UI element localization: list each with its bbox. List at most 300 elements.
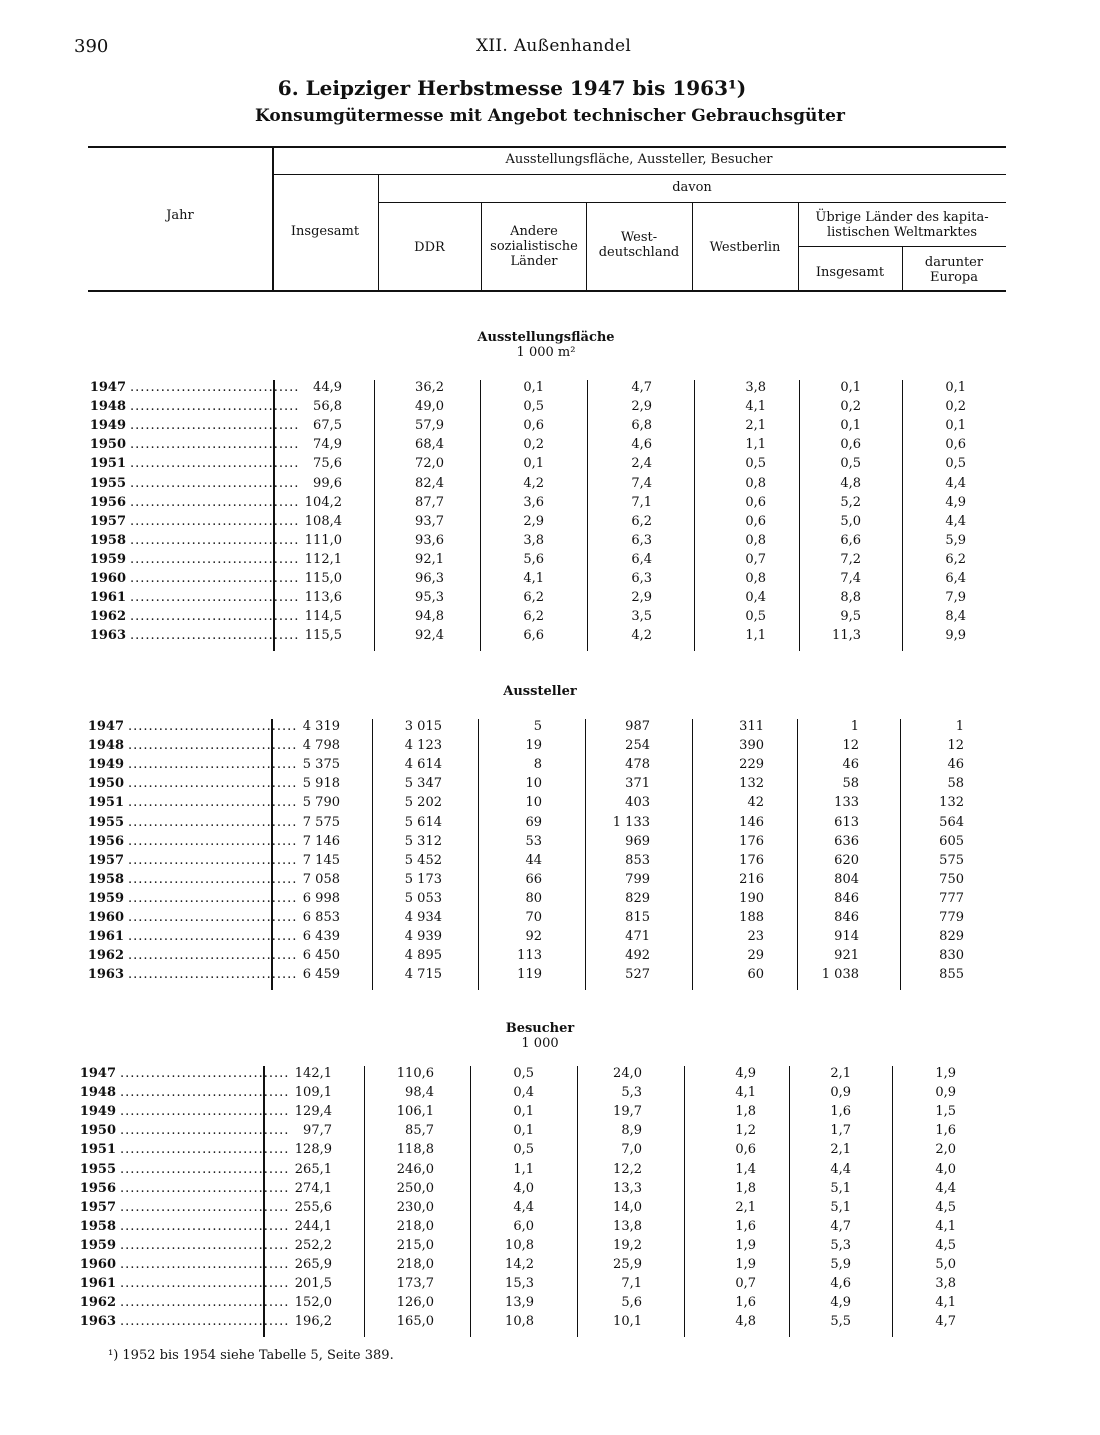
value-cell: 92 bbox=[525, 929, 542, 944]
value-cell: 2,0 bbox=[935, 1142, 956, 1157]
value-cell: 0,9 bbox=[830, 1085, 851, 1100]
year-cell: 1956 bbox=[89, 495, 126, 510]
value-cell: 3,8 bbox=[523, 533, 544, 548]
header-insgesamt: Insgesamt bbox=[290, 224, 360, 239]
leader-dots: ................................. bbox=[130, 590, 300, 605]
value-cell: 252,2 bbox=[294, 1238, 332, 1253]
value-cell: 0,2 bbox=[523, 437, 544, 452]
value-cell: 0,1 bbox=[840, 418, 861, 433]
value-cell: 9,5 bbox=[840, 609, 861, 624]
value-cell: 636 bbox=[834, 834, 859, 849]
year-cell: 1958 bbox=[79, 1219, 116, 1234]
section-title-text: Aussteller bbox=[503, 684, 577, 699]
value-cell: 1,6 bbox=[735, 1219, 756, 1234]
value-cell: 2,9 bbox=[631, 399, 652, 414]
value-cell: 4 895 bbox=[404, 948, 442, 963]
value-cell: 2,4 bbox=[631, 456, 652, 471]
value-cell: 527 bbox=[625, 967, 650, 982]
value-cell: 113 bbox=[517, 948, 542, 963]
section-unit-text: 1 000 bbox=[521, 1036, 559, 1051]
value-cell: 190 bbox=[739, 891, 764, 906]
value-cell: 118,8 bbox=[396, 1142, 434, 1157]
value-cell: 8 bbox=[533, 757, 542, 772]
value-cell: 3,5 bbox=[631, 609, 652, 624]
value-cell: 0,2 bbox=[945, 399, 966, 414]
value-cell: 0,1 bbox=[513, 1104, 534, 1119]
leader-dots: ................................. bbox=[128, 757, 298, 772]
table-row bbox=[84, 776, 1004, 795]
value-cell: 1,9 bbox=[735, 1238, 756, 1253]
year-cell: 1961 bbox=[87, 929, 124, 944]
value-cell: 92,1 bbox=[415, 552, 444, 567]
value-cell: 4,0 bbox=[513, 1181, 534, 1196]
table-row bbox=[86, 609, 1006, 628]
value-cell: 1,6 bbox=[735, 1295, 756, 1310]
value-cell: 5,9 bbox=[945, 533, 966, 548]
leader-dots: ................................. bbox=[120, 1219, 290, 1234]
table-row bbox=[76, 1142, 996, 1161]
value-cell: 987 bbox=[625, 719, 650, 734]
header-divider-andere bbox=[586, 202, 587, 290]
value-cell: 3,6 bbox=[523, 495, 544, 510]
value-cell: 5 bbox=[533, 719, 542, 734]
table-row bbox=[86, 437, 1006, 456]
table-row bbox=[84, 929, 1004, 948]
value-cell: 4,1 bbox=[935, 1295, 956, 1310]
leader-dots: ................................. bbox=[130, 437, 300, 452]
value-cell: 829 bbox=[939, 929, 964, 944]
header-westberlin: Westberlin bbox=[709, 240, 781, 255]
section-unit-text: 1 000 m² bbox=[516, 345, 576, 360]
value-cell: 173,7 bbox=[396, 1276, 434, 1291]
table-row bbox=[86, 533, 1006, 552]
value-cell: 56,8 bbox=[313, 399, 342, 414]
table-row bbox=[76, 1219, 996, 1238]
value-cell: 7 058 bbox=[302, 872, 340, 887]
value-cell: 5,0 bbox=[935, 1257, 956, 1272]
table-row bbox=[84, 815, 1004, 834]
header-divider-jahr bbox=[272, 146, 274, 290]
table-row bbox=[84, 967, 1004, 986]
value-cell: 846 bbox=[834, 910, 859, 925]
leader-dots: ................................. bbox=[130, 571, 300, 586]
value-cell: 4,1 bbox=[935, 1219, 956, 1234]
value-cell: 104,2 bbox=[304, 495, 342, 510]
value-cell: 620 bbox=[834, 853, 859, 868]
value-cell: 6,8 bbox=[631, 418, 652, 433]
header-bottom-rule bbox=[88, 290, 1006, 292]
leader-dots: ................................. bbox=[128, 795, 298, 810]
table-row bbox=[86, 628, 1006, 647]
table-row bbox=[76, 1123, 996, 1142]
table-row bbox=[84, 891, 1004, 910]
value-cell: 8,8 bbox=[840, 590, 861, 605]
table-row bbox=[76, 1200, 996, 1219]
value-cell: 0,7 bbox=[745, 552, 766, 567]
year-cell: 1957 bbox=[87, 853, 124, 868]
header-jahr: Jahr bbox=[166, 208, 194, 223]
leader-dots: ................................. bbox=[130, 418, 300, 433]
table-row bbox=[86, 552, 1006, 571]
value-cell: 132 bbox=[739, 776, 764, 791]
value-cell: 1,7 bbox=[830, 1123, 851, 1138]
value-cell: 7,4 bbox=[631, 476, 652, 491]
value-cell: 855 bbox=[939, 967, 964, 982]
leader-dots: ................................. bbox=[128, 853, 298, 868]
year-cell: 1959 bbox=[87, 891, 124, 906]
data-block-besucher bbox=[76, 1066, 996, 1338]
value-cell: 914 bbox=[834, 929, 859, 944]
value-cell: 82,4 bbox=[415, 476, 444, 491]
value-cell: 969 bbox=[625, 834, 650, 849]
value-cell: 115,5 bbox=[304, 628, 342, 643]
value-cell: 11,3 bbox=[832, 628, 861, 643]
section-title-text: Besucher bbox=[505, 1021, 575, 1036]
leader-dots: ................................. bbox=[128, 834, 298, 849]
value-cell: 0,5 bbox=[745, 609, 766, 624]
value-cell: 4,9 bbox=[945, 495, 966, 510]
value-cell: 6,6 bbox=[840, 533, 861, 548]
value-cell: 10,8 bbox=[505, 1314, 534, 1329]
value-cell: 4,5 bbox=[935, 1238, 956, 1253]
value-cell: 2,9 bbox=[631, 590, 652, 605]
value-cell: 4,7 bbox=[631, 380, 652, 395]
leader-dots: ................................. bbox=[128, 967, 298, 982]
value-cell: 4,1 bbox=[735, 1085, 756, 1100]
value-cell: 5 790 bbox=[302, 795, 340, 810]
value-cell: 70 bbox=[525, 910, 542, 925]
value-cell: 106,1 bbox=[396, 1104, 434, 1119]
table-row bbox=[84, 834, 1004, 853]
table-subtitle: Konsumgütermesse mit Angebot technischer Gebrauchsgüter bbox=[255, 106, 845, 126]
value-cell: 7,1 bbox=[621, 1276, 642, 1291]
value-cell: 46 bbox=[842, 757, 859, 772]
year-cell: 1960 bbox=[89, 571, 126, 586]
year-cell: 1963 bbox=[89, 628, 126, 643]
value-cell: 4 319 bbox=[302, 719, 340, 734]
leader-dots: ................................. bbox=[128, 929, 298, 944]
value-cell: 3,8 bbox=[745, 380, 766, 395]
value-cell: 0,4 bbox=[745, 590, 766, 605]
value-cell: 7,2 bbox=[840, 552, 861, 567]
value-cell: 93,7 bbox=[415, 514, 444, 529]
value-cell: 5 918 bbox=[302, 776, 340, 791]
year-cell: 1947 bbox=[89, 380, 126, 395]
value-cell: 274,1 bbox=[294, 1181, 332, 1196]
year-cell: 1948 bbox=[87, 738, 124, 753]
table-row bbox=[76, 1181, 996, 1200]
value-cell: 0,8 bbox=[745, 571, 766, 586]
value-cell: 478 bbox=[625, 757, 650, 772]
value-cell: 126,0 bbox=[396, 1295, 434, 1310]
leader-dots: ................................. bbox=[120, 1276, 290, 1291]
year-cell: 1961 bbox=[89, 590, 126, 605]
section-title-ausstellungsflaeche bbox=[446, 330, 646, 360]
value-cell: 5,2 bbox=[840, 495, 861, 510]
value-cell: 108,4 bbox=[304, 514, 342, 529]
header-andere: Andere sozialistische Länder bbox=[490, 224, 578, 269]
value-cell: 58 bbox=[947, 776, 964, 791]
value-cell: 0,1 bbox=[523, 380, 544, 395]
value-cell: 5,5 bbox=[830, 1314, 851, 1329]
value-cell: 0,7 bbox=[735, 1276, 756, 1291]
leader-dots: ................................. bbox=[130, 533, 300, 548]
value-cell: 72,0 bbox=[415, 456, 444, 471]
table-row bbox=[86, 514, 1006, 533]
value-cell: 0,5 bbox=[840, 456, 861, 471]
header-ddr: DDR bbox=[414, 240, 445, 255]
value-cell: 0,1 bbox=[523, 456, 544, 471]
table-row bbox=[86, 476, 1006, 495]
value-cell: 1 bbox=[955, 719, 964, 734]
value-cell: 5,9 bbox=[830, 1257, 851, 1272]
year-cell: 1949 bbox=[87, 757, 124, 772]
value-cell: 6 439 bbox=[302, 929, 340, 944]
value-cell: 5,1 bbox=[830, 1200, 851, 1215]
value-cell: 777 bbox=[939, 891, 964, 906]
value-cell: 0,5 bbox=[523, 399, 544, 414]
value-cell: 98,4 bbox=[405, 1085, 434, 1100]
year-cell: 1949 bbox=[79, 1104, 116, 1119]
value-cell: 12 bbox=[947, 738, 964, 753]
value-cell: 564 bbox=[939, 815, 964, 830]
value-cell: 0,1 bbox=[945, 380, 966, 395]
year-cell: 1960 bbox=[79, 1257, 116, 1272]
value-cell: 0,1 bbox=[513, 1123, 534, 1138]
value-cell: 6,4 bbox=[631, 552, 652, 567]
value-cell: 4,0 bbox=[935, 1162, 956, 1177]
year-cell: 1963 bbox=[79, 1314, 116, 1329]
value-cell: 12 bbox=[842, 738, 859, 753]
value-cell: 5 053 bbox=[404, 891, 442, 906]
value-cell: 68,4 bbox=[415, 437, 444, 452]
leader-dots: ................................. bbox=[120, 1314, 290, 1329]
value-cell: 10,1 bbox=[613, 1314, 642, 1329]
value-cell: 830 bbox=[939, 948, 964, 963]
value-cell: 74,9 bbox=[313, 437, 342, 452]
table-row bbox=[76, 1238, 996, 1257]
year-cell: 1959 bbox=[79, 1238, 116, 1253]
data-block-ausstellungsflaeche bbox=[86, 380, 1006, 650]
value-cell: 36,2 bbox=[415, 380, 444, 395]
value-cell: 96,3 bbox=[415, 571, 444, 586]
value-cell: 152,0 bbox=[294, 1295, 332, 1310]
table-row bbox=[76, 1276, 996, 1295]
leader-dots: ................................. bbox=[120, 1066, 290, 1081]
value-cell: 4 939 bbox=[404, 929, 442, 944]
value-cell: 0,4 bbox=[513, 1085, 534, 1100]
value-cell: 4 614 bbox=[404, 757, 442, 772]
value-cell: 5 173 bbox=[404, 872, 442, 887]
leader-dots: ................................. bbox=[120, 1181, 290, 1196]
value-cell: 196,2 bbox=[294, 1314, 332, 1329]
value-cell: 4,2 bbox=[523, 476, 544, 491]
value-cell: 6,3 bbox=[631, 533, 652, 548]
value-cell: 6,2 bbox=[945, 552, 966, 567]
value-cell: 23 bbox=[747, 929, 764, 944]
page-number: 390 bbox=[74, 36, 109, 57]
value-cell: 6,2 bbox=[523, 609, 544, 624]
leader-dots: ................................. bbox=[130, 514, 300, 529]
table-row bbox=[86, 590, 1006, 609]
year-cell: 1956 bbox=[79, 1181, 116, 1196]
value-cell: 133 bbox=[834, 795, 859, 810]
table-row bbox=[76, 1314, 996, 1333]
value-cell: 5 312 bbox=[404, 834, 442, 849]
table-title: 6. Leipziger Herbstmesse 1947 bis 1963¹) bbox=[277, 76, 747, 100]
value-cell: 4,7 bbox=[935, 1314, 956, 1329]
value-cell: 0,6 bbox=[523, 418, 544, 433]
value-cell: 4,2 bbox=[631, 628, 652, 643]
year-cell: 1951 bbox=[87, 795, 124, 810]
value-cell: 0,5 bbox=[745, 456, 766, 471]
value-cell: 44 bbox=[525, 853, 542, 868]
value-cell: 815 bbox=[625, 910, 650, 925]
year-cell: 1958 bbox=[89, 533, 126, 548]
value-cell: 142,1 bbox=[294, 1066, 332, 1081]
value-cell: 4 934 bbox=[404, 910, 442, 925]
value-cell: 1,6 bbox=[935, 1123, 956, 1138]
value-cell: 3 015 bbox=[404, 719, 442, 734]
value-cell: 2,1 bbox=[830, 1142, 851, 1157]
year-cell: 1947 bbox=[87, 719, 124, 734]
value-cell: 115,0 bbox=[304, 571, 342, 586]
year-cell: 1950 bbox=[89, 437, 126, 452]
value-cell: 0,1 bbox=[840, 380, 861, 395]
value-cell: 58 bbox=[842, 776, 859, 791]
value-cell: 129,4 bbox=[294, 1104, 332, 1119]
header-uebrige-insgesamt: Insgesamt bbox=[815, 265, 885, 280]
value-cell: 10 bbox=[525, 795, 542, 810]
value-cell: 1 038 bbox=[821, 967, 859, 982]
value-cell: 5,0 bbox=[840, 514, 861, 529]
value-cell: 44,9 bbox=[313, 380, 342, 395]
value-cell: 2,9 bbox=[523, 514, 544, 529]
value-cell: 7 146 bbox=[302, 834, 340, 849]
value-cell: 371 bbox=[625, 776, 650, 791]
value-cell: 254 bbox=[625, 738, 650, 753]
year-cell: 1957 bbox=[79, 1200, 116, 1215]
value-cell: 1,9 bbox=[935, 1066, 956, 1081]
value-cell: 0,5 bbox=[513, 1066, 534, 1081]
value-cell: 1,1 bbox=[513, 1162, 534, 1177]
leader-dots: ................................. bbox=[120, 1142, 290, 1157]
value-cell: 4,4 bbox=[513, 1200, 534, 1215]
value-cell: 311 bbox=[739, 719, 764, 734]
value-cell: 4 715 bbox=[404, 967, 442, 982]
value-cell: 19 bbox=[525, 738, 542, 753]
header-divider-europa bbox=[902, 246, 903, 290]
value-cell: 24,0 bbox=[613, 1066, 642, 1081]
value-cell: 215,0 bbox=[396, 1238, 434, 1253]
value-cell: 97,7 bbox=[303, 1123, 332, 1138]
value-cell: 6,6 bbox=[523, 628, 544, 643]
value-cell: 1,8 bbox=[735, 1181, 756, 1196]
value-cell: 8,4 bbox=[945, 609, 966, 624]
year-cell: 1955 bbox=[87, 815, 124, 830]
value-cell: 5 614 bbox=[404, 815, 442, 830]
value-cell: 0,6 bbox=[840, 437, 861, 452]
year-cell: 1950 bbox=[79, 1123, 116, 1138]
value-cell: 2,1 bbox=[735, 1200, 756, 1215]
year-cell: 1948 bbox=[89, 399, 126, 414]
leader-dots: ................................. bbox=[120, 1104, 290, 1119]
value-cell: 390 bbox=[739, 738, 764, 753]
leader-dots: ................................. bbox=[128, 948, 298, 963]
value-cell: 4,8 bbox=[840, 476, 861, 491]
value-cell: 80 bbox=[525, 891, 542, 906]
year-cell: 1949 bbox=[89, 418, 126, 433]
value-cell: 6 853 bbox=[302, 910, 340, 925]
value-cell: 0,2 bbox=[840, 399, 861, 414]
value-cell: 1,8 bbox=[735, 1104, 756, 1119]
header-west: West- deutschland bbox=[598, 230, 680, 260]
leader-dots: ................................. bbox=[130, 476, 300, 491]
value-cell: 14,2 bbox=[505, 1257, 534, 1272]
value-cell: 10,8 bbox=[505, 1238, 534, 1253]
table-row bbox=[76, 1104, 996, 1123]
value-cell: 95,3 bbox=[415, 590, 444, 605]
value-cell: 25,9 bbox=[613, 1257, 642, 1272]
value-cell: 0,5 bbox=[513, 1142, 534, 1157]
value-cell: 4,4 bbox=[945, 514, 966, 529]
value-cell: 119 bbox=[517, 967, 542, 982]
value-cell: 19,7 bbox=[613, 1104, 642, 1119]
leader-dots: ................................. bbox=[130, 380, 300, 395]
year-cell: 1951 bbox=[89, 456, 126, 471]
year-cell: 1950 bbox=[87, 776, 124, 791]
header-group: Ausstellungsfläche, Aussteller, Besucher bbox=[505, 152, 773, 167]
section-title-aussteller bbox=[440, 684, 640, 699]
value-cell: 4,9 bbox=[830, 1295, 851, 1310]
value-cell: 12,2 bbox=[613, 1162, 642, 1177]
table-row bbox=[84, 910, 1004, 929]
leader-dots: ................................. bbox=[120, 1257, 290, 1272]
value-cell: 0,6 bbox=[745, 514, 766, 529]
year-cell: 1962 bbox=[87, 948, 124, 963]
value-cell: 46 bbox=[947, 757, 964, 772]
leader-dots: ................................. bbox=[128, 910, 298, 925]
value-cell: 4,1 bbox=[523, 571, 544, 586]
value-cell: 53 bbox=[525, 834, 542, 849]
table-row bbox=[86, 456, 1006, 475]
year-cell: 1947 bbox=[79, 1066, 116, 1081]
table-row bbox=[84, 719, 1004, 738]
value-cell: 93,6 bbox=[415, 533, 444, 548]
value-cell: 6 998 bbox=[302, 891, 340, 906]
year-cell: 1958 bbox=[87, 872, 124, 887]
value-cell: 613 bbox=[834, 815, 859, 830]
value-cell: 1,5 bbox=[935, 1104, 956, 1119]
value-cell: 201,5 bbox=[294, 1276, 332, 1291]
value-cell: 605 bbox=[939, 834, 964, 849]
value-cell: 146 bbox=[739, 815, 764, 830]
leader-dots: ................................. bbox=[128, 776, 298, 791]
leader-dots: ................................. bbox=[130, 456, 300, 471]
value-cell: 109,1 bbox=[294, 1085, 332, 1100]
value-cell: 114,5 bbox=[304, 609, 342, 624]
value-cell: 218,0 bbox=[396, 1219, 434, 1234]
value-cell: 492 bbox=[625, 948, 650, 963]
value-cell: 0,5 bbox=[945, 456, 966, 471]
value-cell: 75,6 bbox=[313, 456, 342, 471]
year-cell: 1963 bbox=[87, 967, 124, 982]
value-cell: 165,0 bbox=[396, 1314, 434, 1329]
value-cell: 9,9 bbox=[945, 628, 966, 643]
value-cell: 7,0 bbox=[621, 1142, 642, 1157]
value-cell: 66 bbox=[525, 872, 542, 887]
value-cell: 94,8 bbox=[415, 609, 444, 624]
